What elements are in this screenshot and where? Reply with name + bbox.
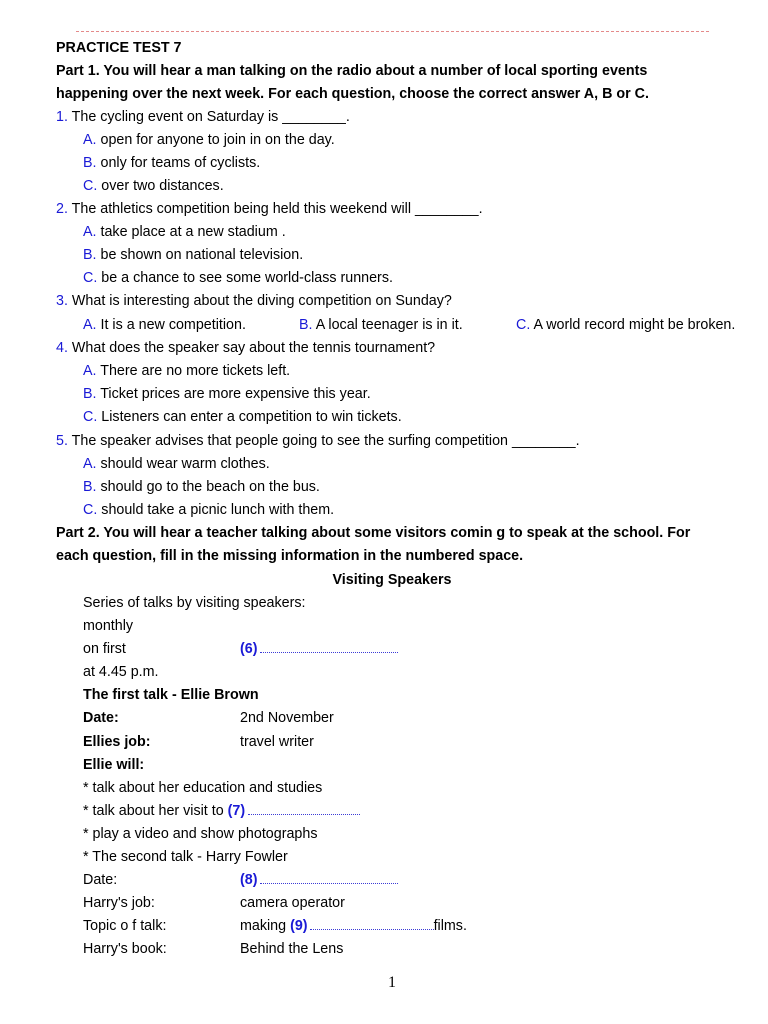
option-letter: A. — [83, 456, 97, 472]
part2-instruction-line2: each question, fill in the missing information in the numbered space. — [56, 548, 524, 564]
option-text: A local teenager is in it. — [315, 317, 463, 333]
question-2 — [56, 198, 483, 221]
option-text: Listeners can enter a competition to win tickets. — [101, 409, 402, 425]
series-line: Series of talks by visiting speakers: — [83, 595, 306, 611]
option-5c — [83, 499, 334, 522]
option-letter: B. — [83, 479, 97, 495]
option-text: Ticket prices are more expensive this year. — [100, 386, 371, 402]
option-letter: A. — [83, 132, 97, 148]
option-letter: C. — [83, 409, 98, 425]
option-1b — [83, 152, 260, 175]
option-letter: B. — [299, 317, 313, 333]
option-3a — [83, 314, 246, 337]
ellie-job-value: travel writer — [240, 734, 314, 750]
option-5a — [83, 453, 270, 476]
question-stem: The cycling event on Saturday is ________. — [71, 109, 350, 125]
question-1 — [56, 106, 350, 129]
ellie-will-label: Ellie will: — [83, 757, 145, 773]
question-number: 2. — [56, 201, 68, 217]
question-stem: What is interesting about the diving competition on Sunday? — [71, 293, 452, 309]
option-text: be a chance to see some world-class runners. — [101, 270, 393, 286]
option-letter: C. — [83, 178, 98, 194]
option-letter: B. — [83, 386, 97, 402]
harry-job-label: Harry's job: — [83, 895, 155, 911]
second-talk-heading: * The second talk - Harry Fowler — [83, 849, 288, 865]
option-4b — [83, 383, 371, 406]
option-4c — [83, 406, 402, 429]
on-first-label: on first — [83, 641, 126, 657]
blank-number: (6) — [240, 641, 258, 657]
option-3c — [516, 314, 735, 337]
part2-instruction-line1: Part 2. You will hear a teacher talking about some visitors comin g to speak at the school. For — [56, 525, 691, 541]
option-1a — [83, 129, 335, 152]
option-text: It is a new competition. — [100, 317, 246, 333]
question-number: 5. — [56, 433, 68, 449]
option-text: open for anyone to join in on the day. — [100, 132, 335, 148]
option-1c — [83, 175, 224, 198]
answer-blank[interactable] — [260, 883, 398, 884]
date-label: Date: — [83, 710, 119, 726]
option-4a — [83, 360, 290, 383]
time-line: at 4.45 p.m. — [83, 664, 159, 680]
option-letter: A. — [83, 317, 97, 333]
answer-blank-7[interactable] — [248, 814, 360, 815]
date-value: 2nd November — [240, 710, 334, 726]
option-text: should go to the beach on the bus. — [100, 479, 320, 495]
question-4 — [56, 337, 435, 360]
part1-instruction-line2: happening over the next week. For each question, choose the correct answer A, B or C. — [56, 86, 649, 102]
blank-6[interactable] — [240, 638, 398, 661]
option-2b — [83, 244, 303, 267]
topic-suffix: films. — [433, 918, 467, 934]
blank-number: (8) — [240, 872, 258, 888]
option-text: be shown on national television. — [100, 247, 304, 263]
question-stem: What does the speaker say about the tennis tournament? — [71, 340, 436, 356]
topic-prefix: making — [240, 918, 287, 934]
option-2a — [83, 221, 286, 244]
bullet-visit-text: * talk about her visit to — [83, 803, 224, 819]
book-value: Behind the Lens — [240, 941, 344, 957]
blank-number: (9) — [290, 918, 308, 934]
answer-blank[interactable] — [260, 652, 398, 653]
monthly-line: monthly — [83, 618, 134, 634]
bullet-video: * play a video and show photographs — [83, 826, 318, 842]
answer-blank-9[interactable] — [310, 929, 434, 930]
option-letter: C. — [83, 270, 98, 286]
question-stem: The speaker advises that people going to see the surfing competition ________. — [71, 433, 580, 449]
date2-label: Date: — [83, 872, 118, 888]
bullet-education: * talk about her education and studies — [83, 780, 323, 796]
topic-label: Topic o f talk: — [83, 918, 167, 934]
option-letter: C. — [83, 502, 98, 518]
topic-value — [240, 915, 467, 938]
option-letter: B. — [83, 155, 97, 171]
option-2c — [83, 267, 393, 290]
option-letter: C. — [516, 317, 531, 333]
option-text: There are no more tickets left. — [100, 363, 291, 379]
option-text: over two distances. — [101, 178, 224, 194]
option-3b — [299, 314, 463, 337]
blank-number: (7) — [227, 803, 246, 819]
first-talk-heading: The first talk - Ellie Brown — [83, 687, 259, 703]
question-stem: The athletics competition being held this weekend will ________. — [71, 201, 483, 217]
book-label: Harry's book: — [83, 941, 167, 957]
ellie-job-label: Ellies job: — [83, 734, 151, 750]
question-number: 4. — [56, 340, 68, 356]
option-letter: A. — [83, 363, 97, 379]
option-text: should wear warm clothes. — [100, 456, 270, 472]
question-3 — [56, 290, 452, 313]
page-number: 1 — [388, 974, 396, 991]
blank-8[interactable] — [240, 869, 398, 892]
option-text: A world record might be broken. — [533, 317, 736, 333]
top-dashed-rule — [76, 31, 709, 32]
part1-instruction-line1: Part 1. You will hear a man talking on the radio about a number of local sporting events — [56, 63, 648, 79]
question-5 — [56, 430, 580, 453]
section-heading: Visiting Speakers — [332, 572, 452, 588]
option-text: only for teams of cyclists. — [100, 155, 261, 171]
question-number: 1. — [56, 109, 68, 125]
option-text: take place at a new stadium . — [100, 224, 286, 240]
option-text: should take a picnic lunch with them. — [101, 502, 335, 518]
option-5b — [83, 476, 320, 499]
harry-job-value: camera operator — [240, 895, 345, 911]
bullet-visit — [83, 800, 360, 823]
test-title: PRACTICE TEST 7 — [56, 40, 182, 56]
option-letter: A. — [83, 224, 97, 240]
question-number: 3. — [56, 293, 68, 309]
option-letter: B. — [83, 247, 97, 263]
